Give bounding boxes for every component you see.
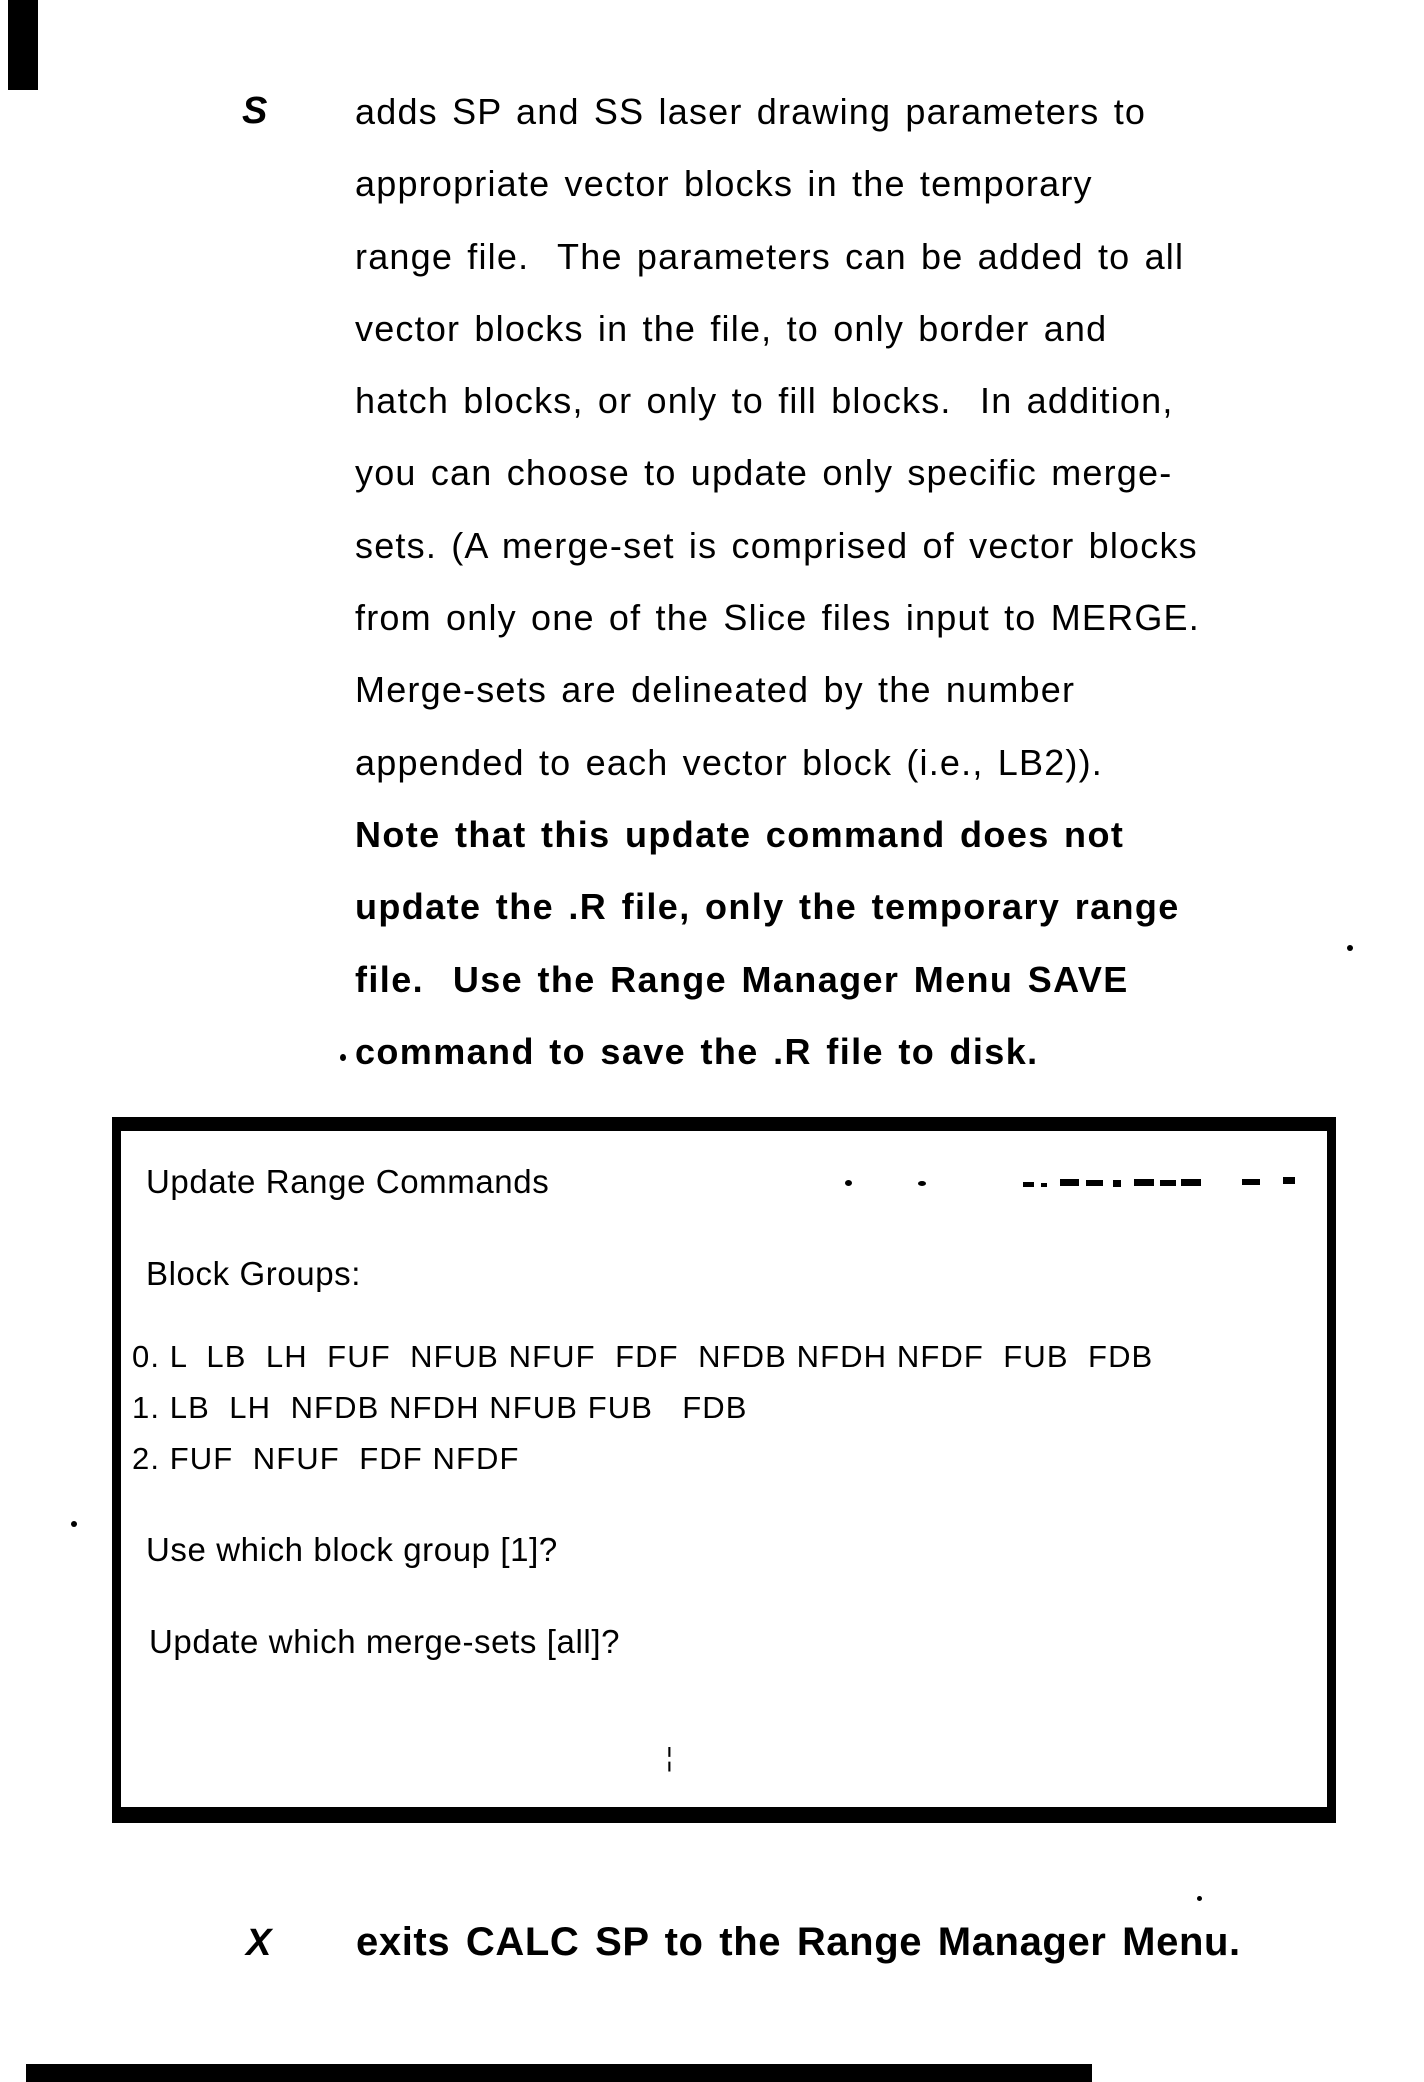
paragraph-line: sets. (A merge-set is comprised of vector blocks xyxy=(355,524,1198,566)
paragraph-line: from only one of the Slice files input to MERGE. xyxy=(355,597,1200,639)
scan-artifact-dash xyxy=(1060,1179,1079,1186)
paragraph-line: range file. The parameters can be added to all xyxy=(355,235,1185,277)
block-group-row: 1. LB LH NFDB NFDH NFUB FUB FDB xyxy=(132,1390,748,1425)
x-command-key: X xyxy=(246,1922,272,1964)
paragraph-line: hatch blocks, or only to fill blocks. In addition, xyxy=(355,380,1174,422)
scan-artifact-dot xyxy=(1197,1896,1202,1901)
block-group-prompt: Use which block group [1]? xyxy=(146,1531,558,1568)
paragraph-line: adds SP and SS laser drawing parameters to xyxy=(355,91,1147,132)
block-groups-label: Block Groups: xyxy=(146,1255,362,1292)
terminal-title: Update Range Commands xyxy=(146,1163,550,1200)
scan-artifact-dash xyxy=(1086,1180,1103,1186)
scan-artifact-mark: ¦ xyxy=(666,1742,673,1772)
paragraph-line: appended to each vector block (i.e., LB2)). xyxy=(355,741,1103,783)
paragraph-line: vector blocks in the file, to only border and xyxy=(355,307,1108,349)
paragraph-line-emphasis: Note that this update command does not xyxy=(355,813,1125,855)
s-command-key: S xyxy=(242,90,268,132)
scan-artifact-dot xyxy=(71,1521,77,1527)
scan-artifact-dot xyxy=(340,1054,346,1061)
block-group-row: 0. L LB LH FUF NFUB NFUF FDF NFDB NFDH NFDF FUB FDB xyxy=(132,1339,1154,1374)
scan-artifact-dash xyxy=(1160,1180,1176,1186)
scan-artifact-dash xyxy=(1134,1179,1154,1186)
scan-artifact-bar-bottom xyxy=(26,2064,1092,2082)
paragraph-line: appropriate vector blocks in the temporary xyxy=(355,163,1093,205)
scan-artifact-dash xyxy=(1041,1183,1047,1187)
block-group-row: 2. FUF NFUF FDF NFDF xyxy=(132,1441,520,1476)
scan-artifact-dash xyxy=(1113,1180,1121,1187)
scan-artifact-dash xyxy=(1242,1179,1260,1185)
scan-artifact-dot xyxy=(845,1180,852,1186)
paragraph-line: you can choose to update only specific merge- xyxy=(355,452,1173,494)
paragraph-line-emphasis: file. Use the Range Manager Menu SAVE xyxy=(355,958,1129,1000)
paragraph-line-emphasis: update the .R file, only the temporary range xyxy=(355,886,1180,928)
s-command-description xyxy=(355,76,1375,1088)
scan-artifact-bar-top-left xyxy=(8,0,38,90)
paragraph-line-emphasis: command to save the .R file to disk. xyxy=(355,1030,1039,1072)
x-command-description: exits CALC SP to the Range Manager Menu. xyxy=(356,1920,1241,1964)
scan-artifact-dash xyxy=(1023,1182,1034,1187)
scan-artifact-dash xyxy=(1181,1179,1201,1186)
paragraph-line: Merge-sets are delineated by the number xyxy=(355,669,1076,711)
scan-artifact-dash xyxy=(1283,1177,1295,1184)
scan-artifact-dot xyxy=(1347,945,1353,951)
scan-artifact-dot xyxy=(918,1181,926,1186)
merge-sets-prompt: Update which merge-sets [all]? xyxy=(149,1623,621,1660)
